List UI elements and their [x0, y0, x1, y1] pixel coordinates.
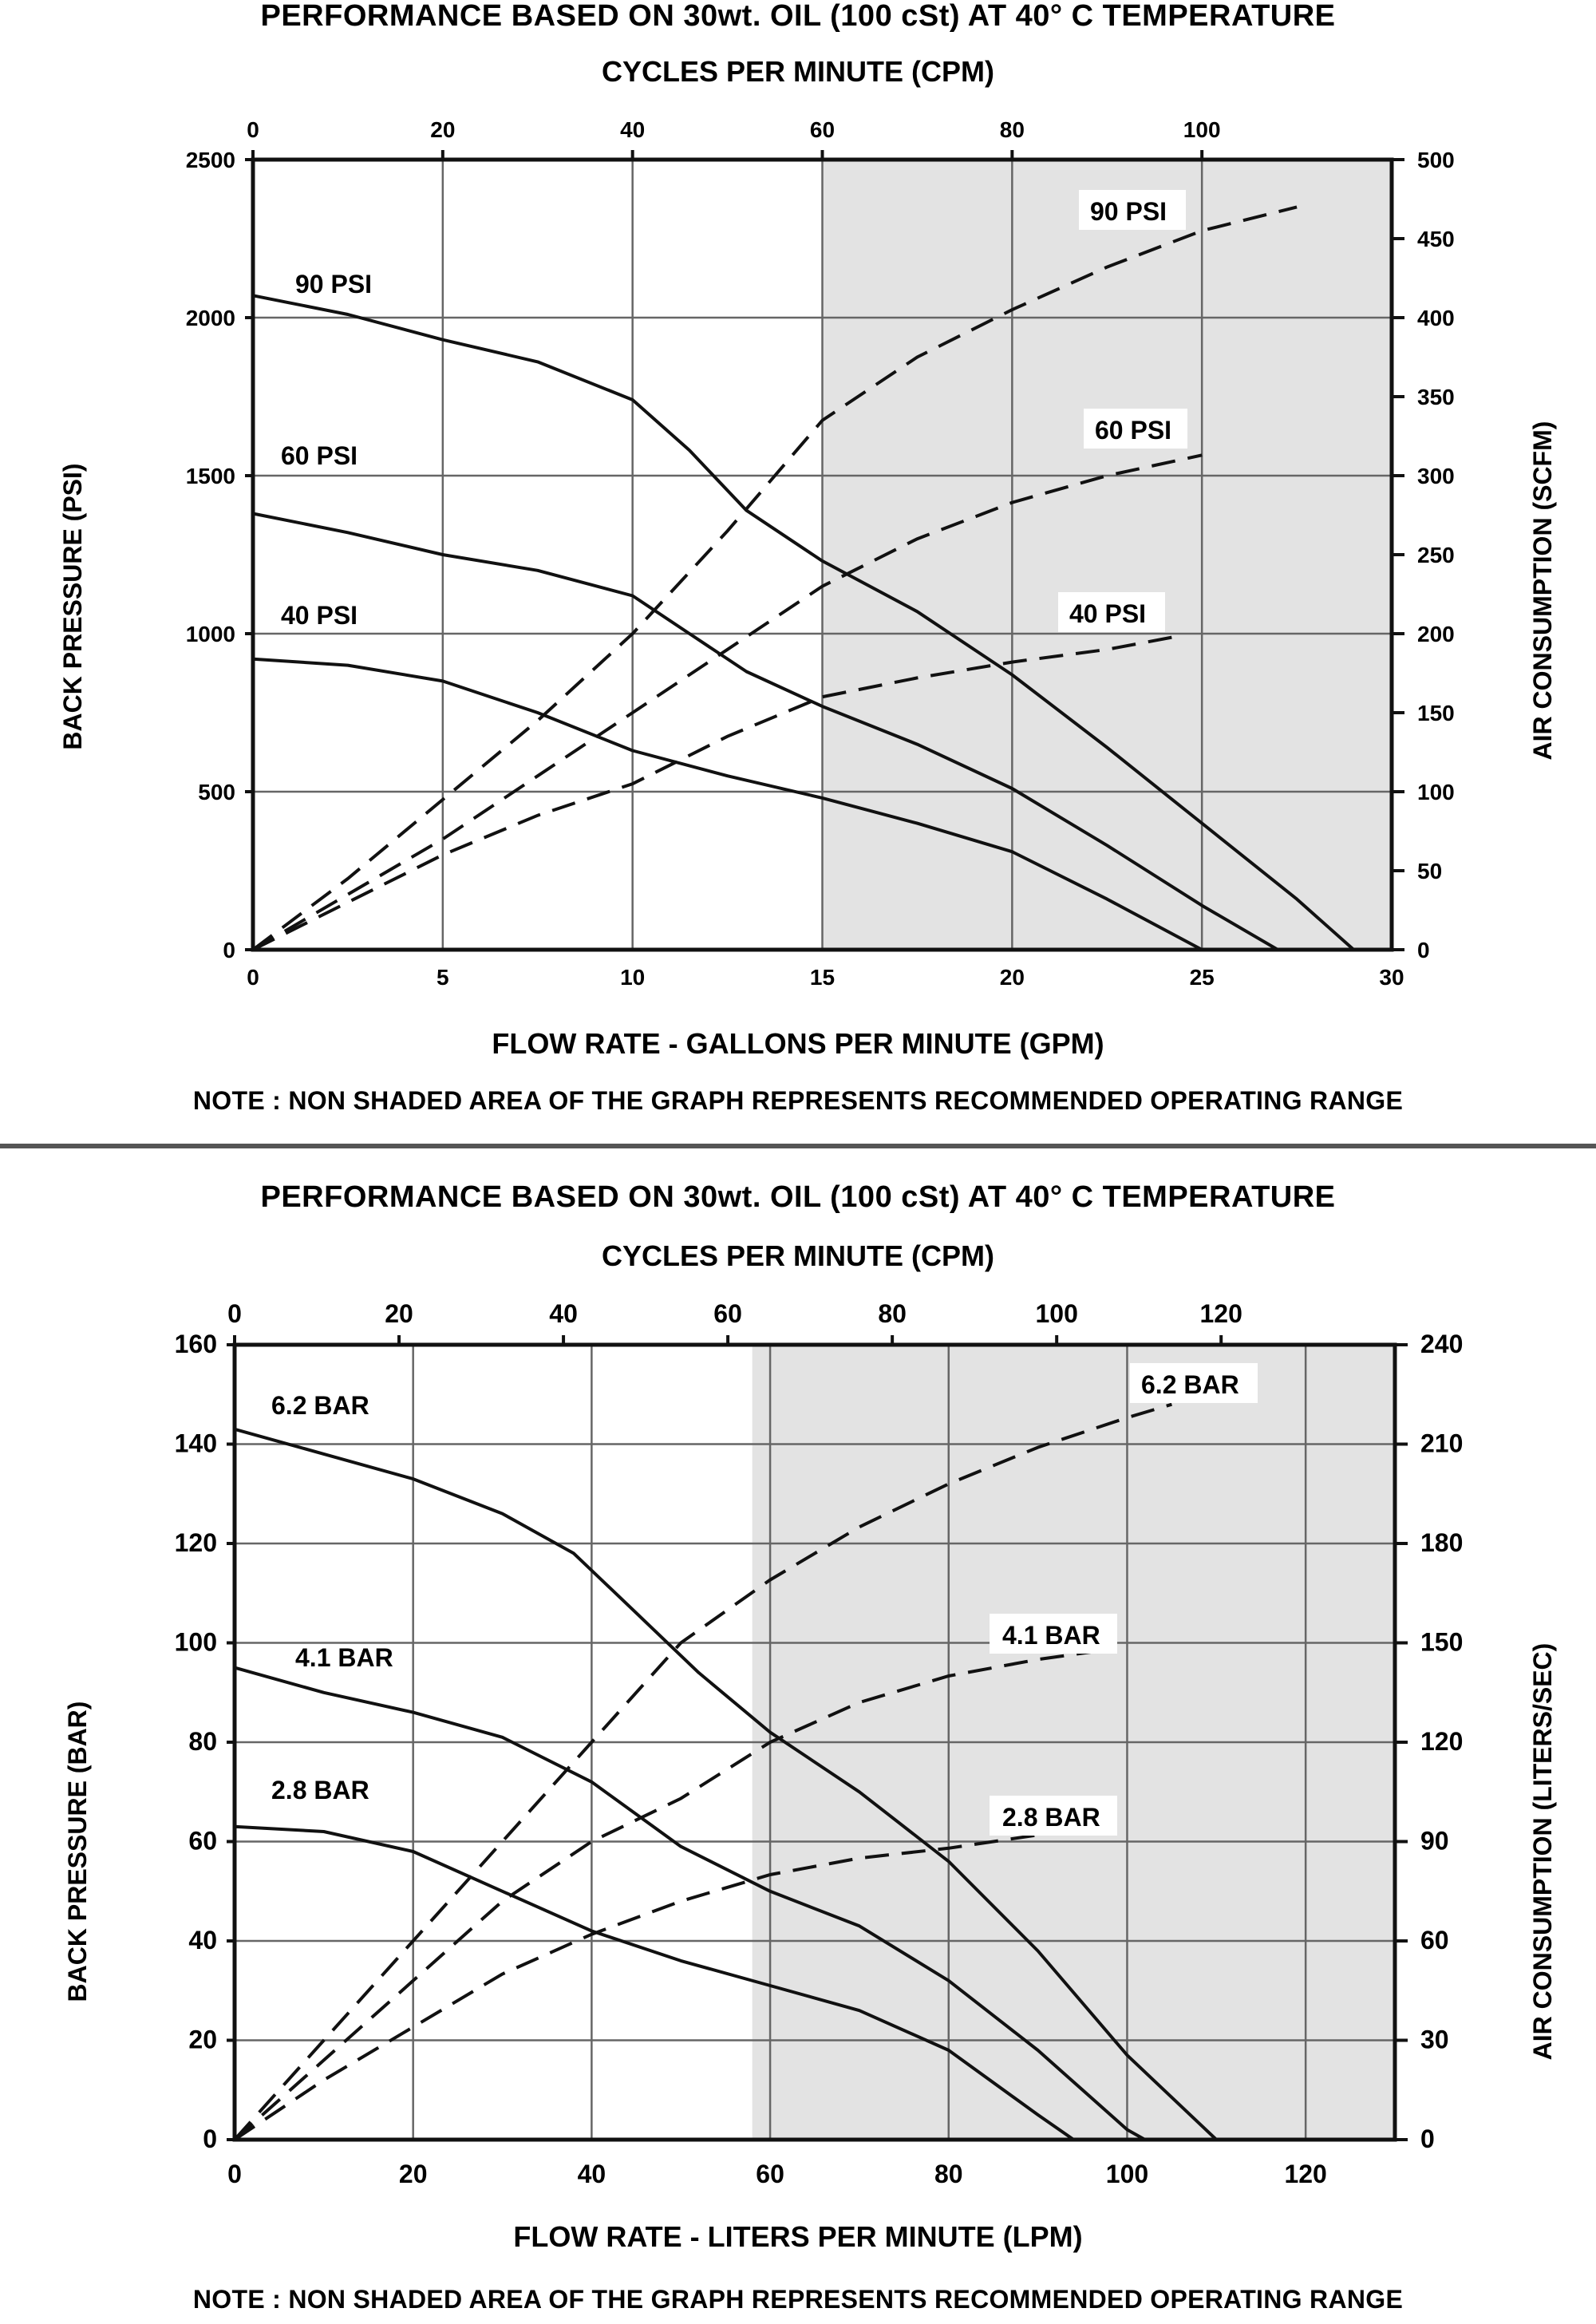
top-tick-label: 40 [620, 117, 646, 142]
pressure-curve-label-40-psi: 40 PSI [281, 601, 358, 630]
air-curve-label-6-2-bar: 6.2 BAR [1141, 1370, 1239, 1399]
top-tick-label: 60 [809, 117, 836, 142]
x-tick-label: 100 [1105, 2160, 1149, 2188]
y-tick-label: 60 [188, 1826, 217, 1856]
x-tick-label: 60 [756, 2160, 784, 2188]
pressure-curve-label-6-2-bar: 6.2 BAR [271, 1391, 369, 1420]
x-tick-label: 15 [809, 965, 836, 990]
x-tick-label: 20 [398, 2160, 428, 2188]
top-tick-label: 0 [247, 117, 259, 142]
y2-tick-label: 30 [1420, 2025, 1449, 2054]
y-tick-label: 2500 [185, 148, 235, 172]
y-tick-label: 0 [223, 938, 235, 962]
y2-tick-label: 90 [1420, 1826, 1449, 1856]
y-tick-label: 140 [174, 1429, 217, 1458]
top-tick-label: 20 [430, 117, 456, 142]
x-tick-label: 30 [1379, 965, 1404, 990]
top-tick-label: 120 [1199, 1299, 1242, 1328]
y2-tick-label: 100 [1417, 780, 1455, 804]
x-tick-label: 10 [620, 965, 646, 990]
y-axis-title: BACK PRESSURE (PSI) [58, 463, 87, 750]
top-tick-label: 20 [385, 1299, 413, 1328]
y2-tick-label: 180 [1420, 1528, 1464, 1557]
x-tick-label: 0 [227, 2160, 242, 2188]
y-tick-label: 2000 [185, 306, 235, 330]
y-tick-label: 120 [174, 1528, 217, 1557]
x-tick-label: 5 [437, 965, 449, 990]
y-tick-label: 1500 [185, 464, 235, 488]
top-axis-title: CYCLES PER MINUTE (CPM) [601, 1239, 995, 1272]
y2-tick-label: 150 [1420, 1627, 1464, 1657]
top-tick-label: 80 [999, 117, 1025, 142]
x-tick-label: 80 [934, 2160, 963, 2188]
y2-tick-label: 50 [1417, 859, 1443, 883]
top-tick-label: 100 [1183, 117, 1221, 142]
top-tick-label: 60 [713, 1299, 742, 1328]
psi-performance-chart [0, 0, 1596, 1141]
y2-tick-label: 300 [1417, 464, 1455, 488]
chart-title: PERFORMANCE BASED ON 30wt. OIL (100 cSt) AT 40° C TEMPERATURE [260, 0, 1336, 33]
x-tick-label: 120 [1284, 2160, 1327, 2188]
top-tick-label: 0 [227, 1299, 242, 1328]
chart-panel-psi [0, 0, 1596, 1141]
top-tick-label: 100 [1035, 1299, 1078, 1328]
y-tick-label: 100 [174, 1627, 217, 1657]
y-tick-label: 1000 [185, 622, 235, 646]
y2-tick-label: 150 [1417, 701, 1455, 725]
y2-axis-title: AIR CONSUMPTION (SCFM) [1528, 421, 1557, 761]
chart-title: PERFORMANCE BASED ON 30wt. OIL (100 cSt) AT 40° C TEMPERATURE [260, 1180, 1336, 1214]
y2-tick-label: 120 [1420, 1727, 1464, 1756]
y-tick-label: 0 [203, 2124, 217, 2153]
x-tick-label: 0 [247, 965, 259, 990]
pressure-curve-label-60-psi: 60 PSI [281, 441, 358, 470]
y-tick-label: 160 [174, 1330, 217, 1358]
bar-performance-chart [0, 1149, 1596, 2324]
top-tick-label: 80 [878, 1299, 907, 1328]
y2-tick-label: 240 [1420, 1330, 1464, 1358]
pressure-curve-label-90-psi: 90 PSI [295, 270, 373, 298]
y2-tick-label: 400 [1417, 306, 1455, 330]
air-curve-label-60-psi: 60 PSI [1095, 416, 1172, 445]
x-axis-title: FLOW RATE - LITERS PER MINUTE (LPM) [513, 2220, 1083, 2253]
pressure-curve-label-4-1-bar: 4.1 BAR [295, 1643, 393, 1672]
air-curve-label-4-1-bar: 4.1 BAR [1002, 1621, 1100, 1650]
y-tick-label: 80 [188, 1727, 217, 1756]
x-tick-label: 40 [577, 2160, 606, 2188]
y2-axis-title: AIR CONSUMPTION (LITERS/SEC) [1528, 1642, 1557, 2061]
y2-tick-label: 60 [1420, 1926, 1449, 1954]
y2-tick-label: 450 [1417, 227, 1455, 251]
y2-tick-label: 200 [1417, 622, 1455, 646]
y-tick-label: 20 [188, 2025, 217, 2054]
y-tick-label: 40 [188, 1926, 217, 1954]
y2-tick-label: 500 [1417, 148, 1455, 172]
y2-tick-label: 210 [1420, 1429, 1464, 1458]
top-axis-title: CYCLES PER MINUTE (CPM) [601, 55, 995, 88]
y-axis-title: BACK PRESSURE (BAR) [63, 1701, 92, 2002]
y-tick-label: 500 [198, 780, 235, 804]
operating-range-note: NOTE : NON SHADED AREA OF THE GRAPH REPRESENTS RECOMMENDED OPERATING RANGE [192, 2285, 1404, 2314]
chart-panel-bar [0, 1149, 1596, 2324]
x-tick-label: 20 [999, 965, 1025, 990]
pressure-curve-label-2-8-bar: 2.8 BAR [271, 1776, 369, 1804]
x-axis-title: FLOW RATE - GALLONS PER MINUTE (GPM) [492, 1027, 1104, 1060]
y2-tick-label: 250 [1417, 543, 1455, 567]
y2-tick-label: 0 [1420, 2124, 1435, 2153]
operating-range-note: NOTE : NON SHADED AREA OF THE GRAPH REPRESENTS RECOMMENDED OPERATING RANGE [192, 1086, 1404, 1115]
y2-tick-label: 0 [1417, 938, 1430, 962]
panel-divider [0, 1144, 1596, 1148]
y2-tick-label: 350 [1417, 385, 1455, 409]
x-tick-label: 25 [1189, 965, 1215, 990]
air-curve-label-90-psi: 90 PSI [1090, 197, 1167, 226]
air-curve-label-2-8-bar: 2.8 BAR [1002, 1803, 1100, 1832]
non-recommended-shaded-area [823, 160, 1393, 950]
air-curve-label-40-psi: 40 PSI [1069, 599, 1147, 628]
top-tick-label: 40 [549, 1299, 578, 1328]
